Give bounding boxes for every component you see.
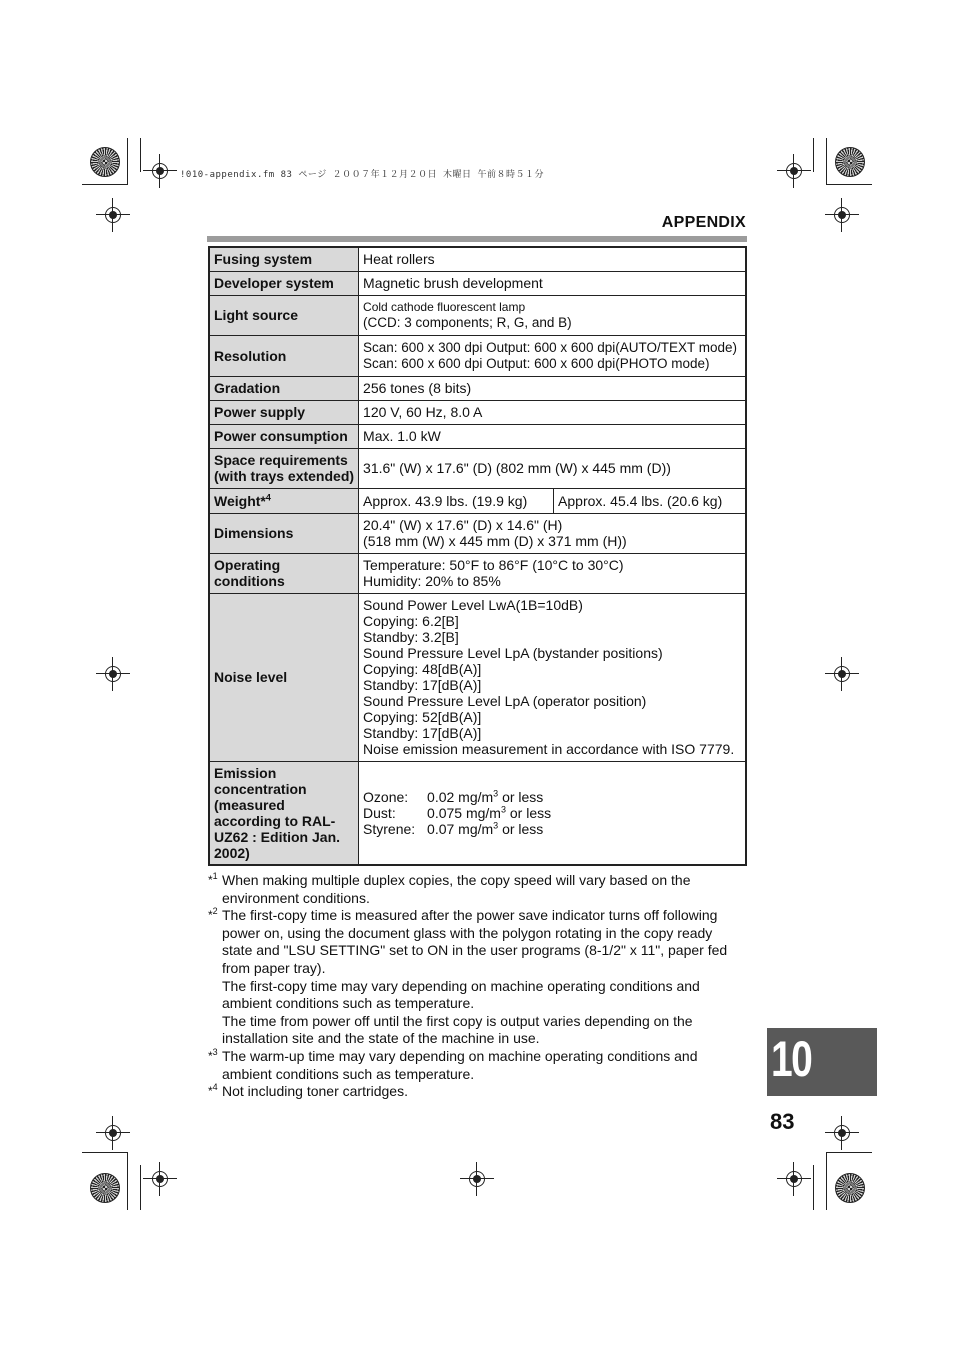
label-line: Space requirements xyxy=(214,452,348,468)
table-row xyxy=(209,448,746,488)
value-line: Noise emission measurement in accordance with ISO 7779. xyxy=(363,741,735,757)
footnote-ref: 4 xyxy=(265,491,271,502)
row-label: Power supply xyxy=(209,400,359,424)
row-value xyxy=(359,593,746,761)
row-value xyxy=(359,335,746,376)
table-row xyxy=(209,553,746,593)
emission-item xyxy=(363,789,741,805)
value-line: (CCD: 3 components; R, G, and B) xyxy=(363,315,572,330)
label-line: UZ62 : Edition Jan. xyxy=(214,828,341,845)
footnote-line: The warm-up time may vary depending on machine operating conditions and xyxy=(222,1047,698,1064)
table-row xyxy=(209,513,746,553)
header-rule xyxy=(207,236,747,242)
row-label: Light source xyxy=(209,295,359,335)
emission-key: Styrene: xyxy=(363,820,416,837)
row-value xyxy=(359,513,746,553)
value-line: Sound Power Level LwA(1B=10dB) xyxy=(363,597,583,613)
table-row xyxy=(209,424,746,448)
value-line: Standby: 3.2[B] xyxy=(363,629,459,645)
label-line: 2002) xyxy=(214,844,250,861)
registration-mark-icon xyxy=(777,154,811,188)
registration-mark-icon xyxy=(825,1116,859,1150)
color-dial-icon xyxy=(90,147,120,177)
value-line: (518 mm (W) x 445 mm (D) x 371 mm (H)) xyxy=(363,533,627,549)
footnote-line: ambient conditions such as temperature. xyxy=(222,1065,475,1082)
row-value: 120 V, 60 Hz, 8.0 A xyxy=(359,400,746,424)
chapter-number: 10 xyxy=(771,1031,812,1087)
row-label: Fusing system xyxy=(209,247,359,271)
footnote-line: state and "LSU SETTING" set to ON in the user programs (8-1/2" x 11", paper fed xyxy=(222,942,728,959)
footnote-line: environment conditions. xyxy=(222,889,370,906)
value-line: Sound Pressure Level LpA (bystander positions) xyxy=(363,645,663,661)
page-number: 83 xyxy=(770,1109,795,1134)
emission-key: Dust: xyxy=(363,804,396,821)
row-value: Approx. 45.4 lbs. (20.6 kg) xyxy=(554,488,746,513)
emission-value: 0.02 $mg/m^3$ or less xyxy=(427,788,544,805)
footnote-line: ambient conditions such as temperature. xyxy=(222,995,475,1012)
registration-mark-icon xyxy=(777,1162,811,1196)
label-line: conditions xyxy=(214,573,285,589)
footnotes xyxy=(208,872,748,1101)
table-row xyxy=(209,247,746,271)
row-value xyxy=(359,295,746,335)
footnote xyxy=(208,907,748,1048)
row-value: Approx. 43.9 lbs. (19.9 kg) xyxy=(359,488,554,513)
value-line: Cold cathode fluorescent lamp xyxy=(363,300,526,314)
color-dial-icon xyxy=(835,1173,865,1203)
footnote-line: The first-copy time may vary depending on machine operating conditions and xyxy=(222,977,700,994)
footnote xyxy=(208,1083,748,1101)
value-line: Copying: 52[dB(A)] xyxy=(363,709,482,725)
table-row xyxy=(209,376,746,400)
footnote-line: When making multiple duplex copies, the copy speed will vary based on the xyxy=(222,872,691,888)
value-line: Temperature: 50°F to 86°F (10°C to 30°C) xyxy=(363,557,624,573)
value-line: Standby: 17[dB(A)] xyxy=(363,677,482,693)
table-row xyxy=(209,400,746,424)
row-value xyxy=(359,553,746,593)
row-label xyxy=(209,553,359,593)
label-line: (measured xyxy=(214,796,285,813)
label-line: concentration xyxy=(214,780,307,797)
row-label: Noise level xyxy=(209,593,359,761)
registration-mark-icon xyxy=(96,657,130,691)
table-row xyxy=(209,295,746,335)
emission-value: 0.07 $mg/m^3$ or less xyxy=(427,820,544,837)
label-line: according to RAL- xyxy=(214,812,336,829)
chapter-tab xyxy=(767,1028,877,1096)
label-text: Weight* xyxy=(214,492,266,509)
emission-item xyxy=(363,805,741,821)
table-row xyxy=(209,335,746,376)
row-label: Resolution xyxy=(209,335,359,376)
footnote-line: Not including toner cartridges. xyxy=(222,1083,408,1100)
row-value: 31.6" (W) x 17.6" (D) (802 mm (W) x 445 mm (D)) xyxy=(359,448,746,488)
row-value: Max. 1.0 kW xyxy=(359,424,746,448)
registration-mark-icon xyxy=(96,198,130,232)
section-heading: APPENDIX xyxy=(661,214,746,231)
row-label: Developer system xyxy=(209,271,359,295)
row-value: Magnetic brush development xyxy=(359,271,746,295)
value-line: Copying: 6.2[B] xyxy=(363,613,459,629)
footnote-line: from paper tray). xyxy=(222,959,326,976)
value-line: Standby: 17[dB(A)] xyxy=(363,725,482,741)
value-line: Scan: 600 x 600 dpi Output: 600 x 600 dpi(PHOTO mode) xyxy=(363,355,710,371)
value-line: 20.4" (W) x 17.6" (D) x 14.6" (H) xyxy=(363,517,563,533)
value-line: Humidity: 20% to 85% xyxy=(363,573,501,589)
footnote-line: The first-copy time is measured after the power save indicator turns off following xyxy=(222,907,718,924)
label-line: Emission xyxy=(214,764,277,781)
row-value xyxy=(359,761,746,865)
color-dial-icon xyxy=(835,147,865,177)
label-line: Operating xyxy=(214,557,281,573)
footnote-line: power on, using the document glass with the polygon rotating in the copy ready xyxy=(222,924,713,941)
emission-key: Ozone: xyxy=(363,788,409,805)
emission-value: 0.075 $mg/m^3$ or less xyxy=(427,804,552,821)
registration-mark-icon xyxy=(825,657,859,691)
value-line: Copying: 48[dB(A)] xyxy=(363,661,482,677)
row-value: Heat rollers xyxy=(359,247,746,271)
row-label: Power consumption xyxy=(209,424,359,448)
footnote-marker: *$^3$ xyxy=(208,1046,218,1063)
registration-mark-icon xyxy=(96,1116,130,1150)
registration-mark-icon xyxy=(143,1162,177,1196)
row-label xyxy=(209,488,359,513)
label-line: (with trays extended) xyxy=(214,468,355,484)
color-dial-icon xyxy=(90,1173,120,1203)
footnote-marker: *$^4$ xyxy=(208,1082,218,1099)
footnote-line: installation site and the state of the machine in use. xyxy=(222,1030,540,1047)
value-line: Scan: 600 x 300 dpi Output: 600 x 600 dpi(AUTO/TEXT mode) xyxy=(363,339,737,355)
footnote-marker: *$^2$ xyxy=(208,906,218,923)
value-line: Sound Pressure Level LpA (operator position) xyxy=(363,693,647,709)
table-row xyxy=(209,761,746,865)
footnote xyxy=(208,872,748,907)
footnote-marker: *$^1$ xyxy=(208,871,218,887)
row-label xyxy=(209,448,359,488)
registration-mark-icon xyxy=(143,154,177,188)
table-row xyxy=(209,593,746,761)
table-row xyxy=(209,271,746,295)
specifications-table xyxy=(208,246,747,866)
print-job-line: !010-appendix.fm 83 ページ ２００７年１２月２０日 木曜日 午前８時５１分 xyxy=(180,170,544,180)
row-label: Dimensions xyxy=(209,513,359,553)
registration-mark-icon xyxy=(825,198,859,232)
table-row xyxy=(209,488,746,513)
emission-item xyxy=(363,821,741,837)
registration-mark-icon xyxy=(460,1162,494,1196)
row-label xyxy=(209,761,359,865)
row-label: Gradation xyxy=(209,376,359,400)
row-value: 256 tones (8 bits) xyxy=(359,376,746,400)
footnote-line: The time from power off until the first copy is output varies depending on the xyxy=(222,1012,693,1029)
footnote xyxy=(208,1048,748,1083)
